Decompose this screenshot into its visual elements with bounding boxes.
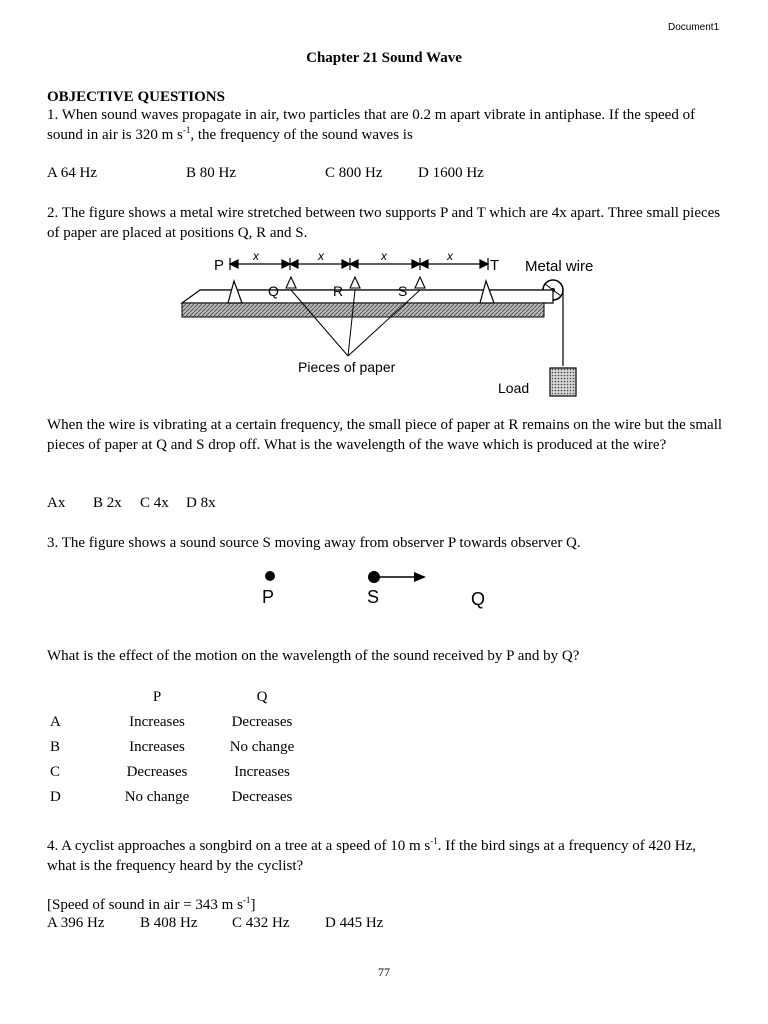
label-q: Q [268,283,279,299]
table-cell: Increases [129,714,185,730]
table-cell: A [50,714,61,730]
q1-option-c: C 800 Hz [325,165,383,181]
q4-option-c: C 432 Hz [232,915,290,931]
q4-given: [Speed of sound in air = 343 m $s^{-1}$] [47,895,256,913]
page-title: Chapter 21 Sound Wave [306,50,462,66]
q2-option-a: Ax [47,495,66,511]
question-1-text: 1. When sound waves propagate in air, two particles that are 0.2 m apart vibrate in antiphase. If the speed of sound in air is 320 m $s^{-1}$, the frequency of the sound waves is [47,107,696,143]
label-t: T [490,257,500,274]
x-label-4: x [447,249,453,263]
document-label: Document1 [668,22,720,33]
q1-option-d: D 1600 Hz [418,165,484,181]
question-3-text: 3. The figure shows a sound source S moving away from observer P towards observer Q. [47,535,581,551]
x-label-3: x [381,249,387,263]
wire-figure [170,248,600,408]
table-header-cell: Q [256,689,268,705]
paper-q [286,277,296,288]
table-cell: C [50,764,61,780]
q2-option-b: B 2x [93,495,122,511]
q2-option-c: C 4x [140,495,169,511]
table-cell: Decreases [126,764,188,780]
q1-option-a: A 64 Hz [47,165,97,181]
table-cell: Increases [234,764,290,780]
figure-label-s: S [367,587,380,607]
table-row [50,735,312,760]
table-row [50,785,312,810]
q1-option-b: B 80 Hz [186,165,236,181]
bench [182,303,544,317]
pieces-of-paper-label: Pieces of paper [298,359,396,375]
table-cell: D [50,789,61,805]
label-s: S [398,283,408,299]
metal-wire-label: Metal wire [525,258,594,275]
q2-option-d: D 8x [186,495,216,511]
table-header-cell [50,685,102,710]
q4-option-b: B 408 Hz [140,915,198,931]
table-row [50,760,312,785]
x-label-2: x [318,249,324,263]
x-label-1: x [253,249,259,263]
label-p: P [214,257,225,274]
load-label: Load [498,380,530,396]
answer-table [50,685,312,810]
table-cell: B [50,739,61,755]
table-cell: No change [229,739,295,755]
table-cell: Increases [129,739,185,755]
observer-p-dot [265,571,275,581]
table-cell: Decreases [231,789,293,805]
question-2-text: 2. The figure shows a metal wire stretched between two supports P and T which are 4x apart. Three small pieces of paper are placed at positions Q, R and S. [47,205,721,241]
q4-option-d: D 445 Hz [325,915,384,931]
table-header-row [50,685,312,710]
label-r: R [333,283,344,299]
paper-s [415,277,425,288]
motion-arrow-icon [414,572,426,582]
table-cell: Decreases [231,714,293,730]
figure-label-q: Q [471,589,486,609]
q4-option-a: A 396 Hz [47,915,105,931]
source-observer-figure [250,565,500,610]
table-header-cell: P [152,689,162,705]
load-block [550,368,576,396]
table-row [50,710,312,735]
question-3-prompt: What is the effect of the motion on the wavelength of the sound received by P and by Q? [47,648,580,664]
figure-label-p: P [262,587,275,607]
table-cell: No change [124,789,190,805]
paper-r [350,277,360,288]
question-4-text: 4. A cyclist approaches a songbird on a tree at a speed of 10 m $s^{-1}$. If the bird sings at a frequency of 420 Hz, what is the frequency heard by the cyclist? [47,836,696,874]
page-number: 77 [378,965,390,979]
question-2-followup: When the wire is vibrating at a certain frequency, the small piece of paper at R remains on the wire but the small pieces of paper at Q and S drop off. What is the wavelength of the wave which is produced at the wire? [47,417,723,453]
section-heading: OBJECTIVE QUESTIONS [47,89,225,105]
